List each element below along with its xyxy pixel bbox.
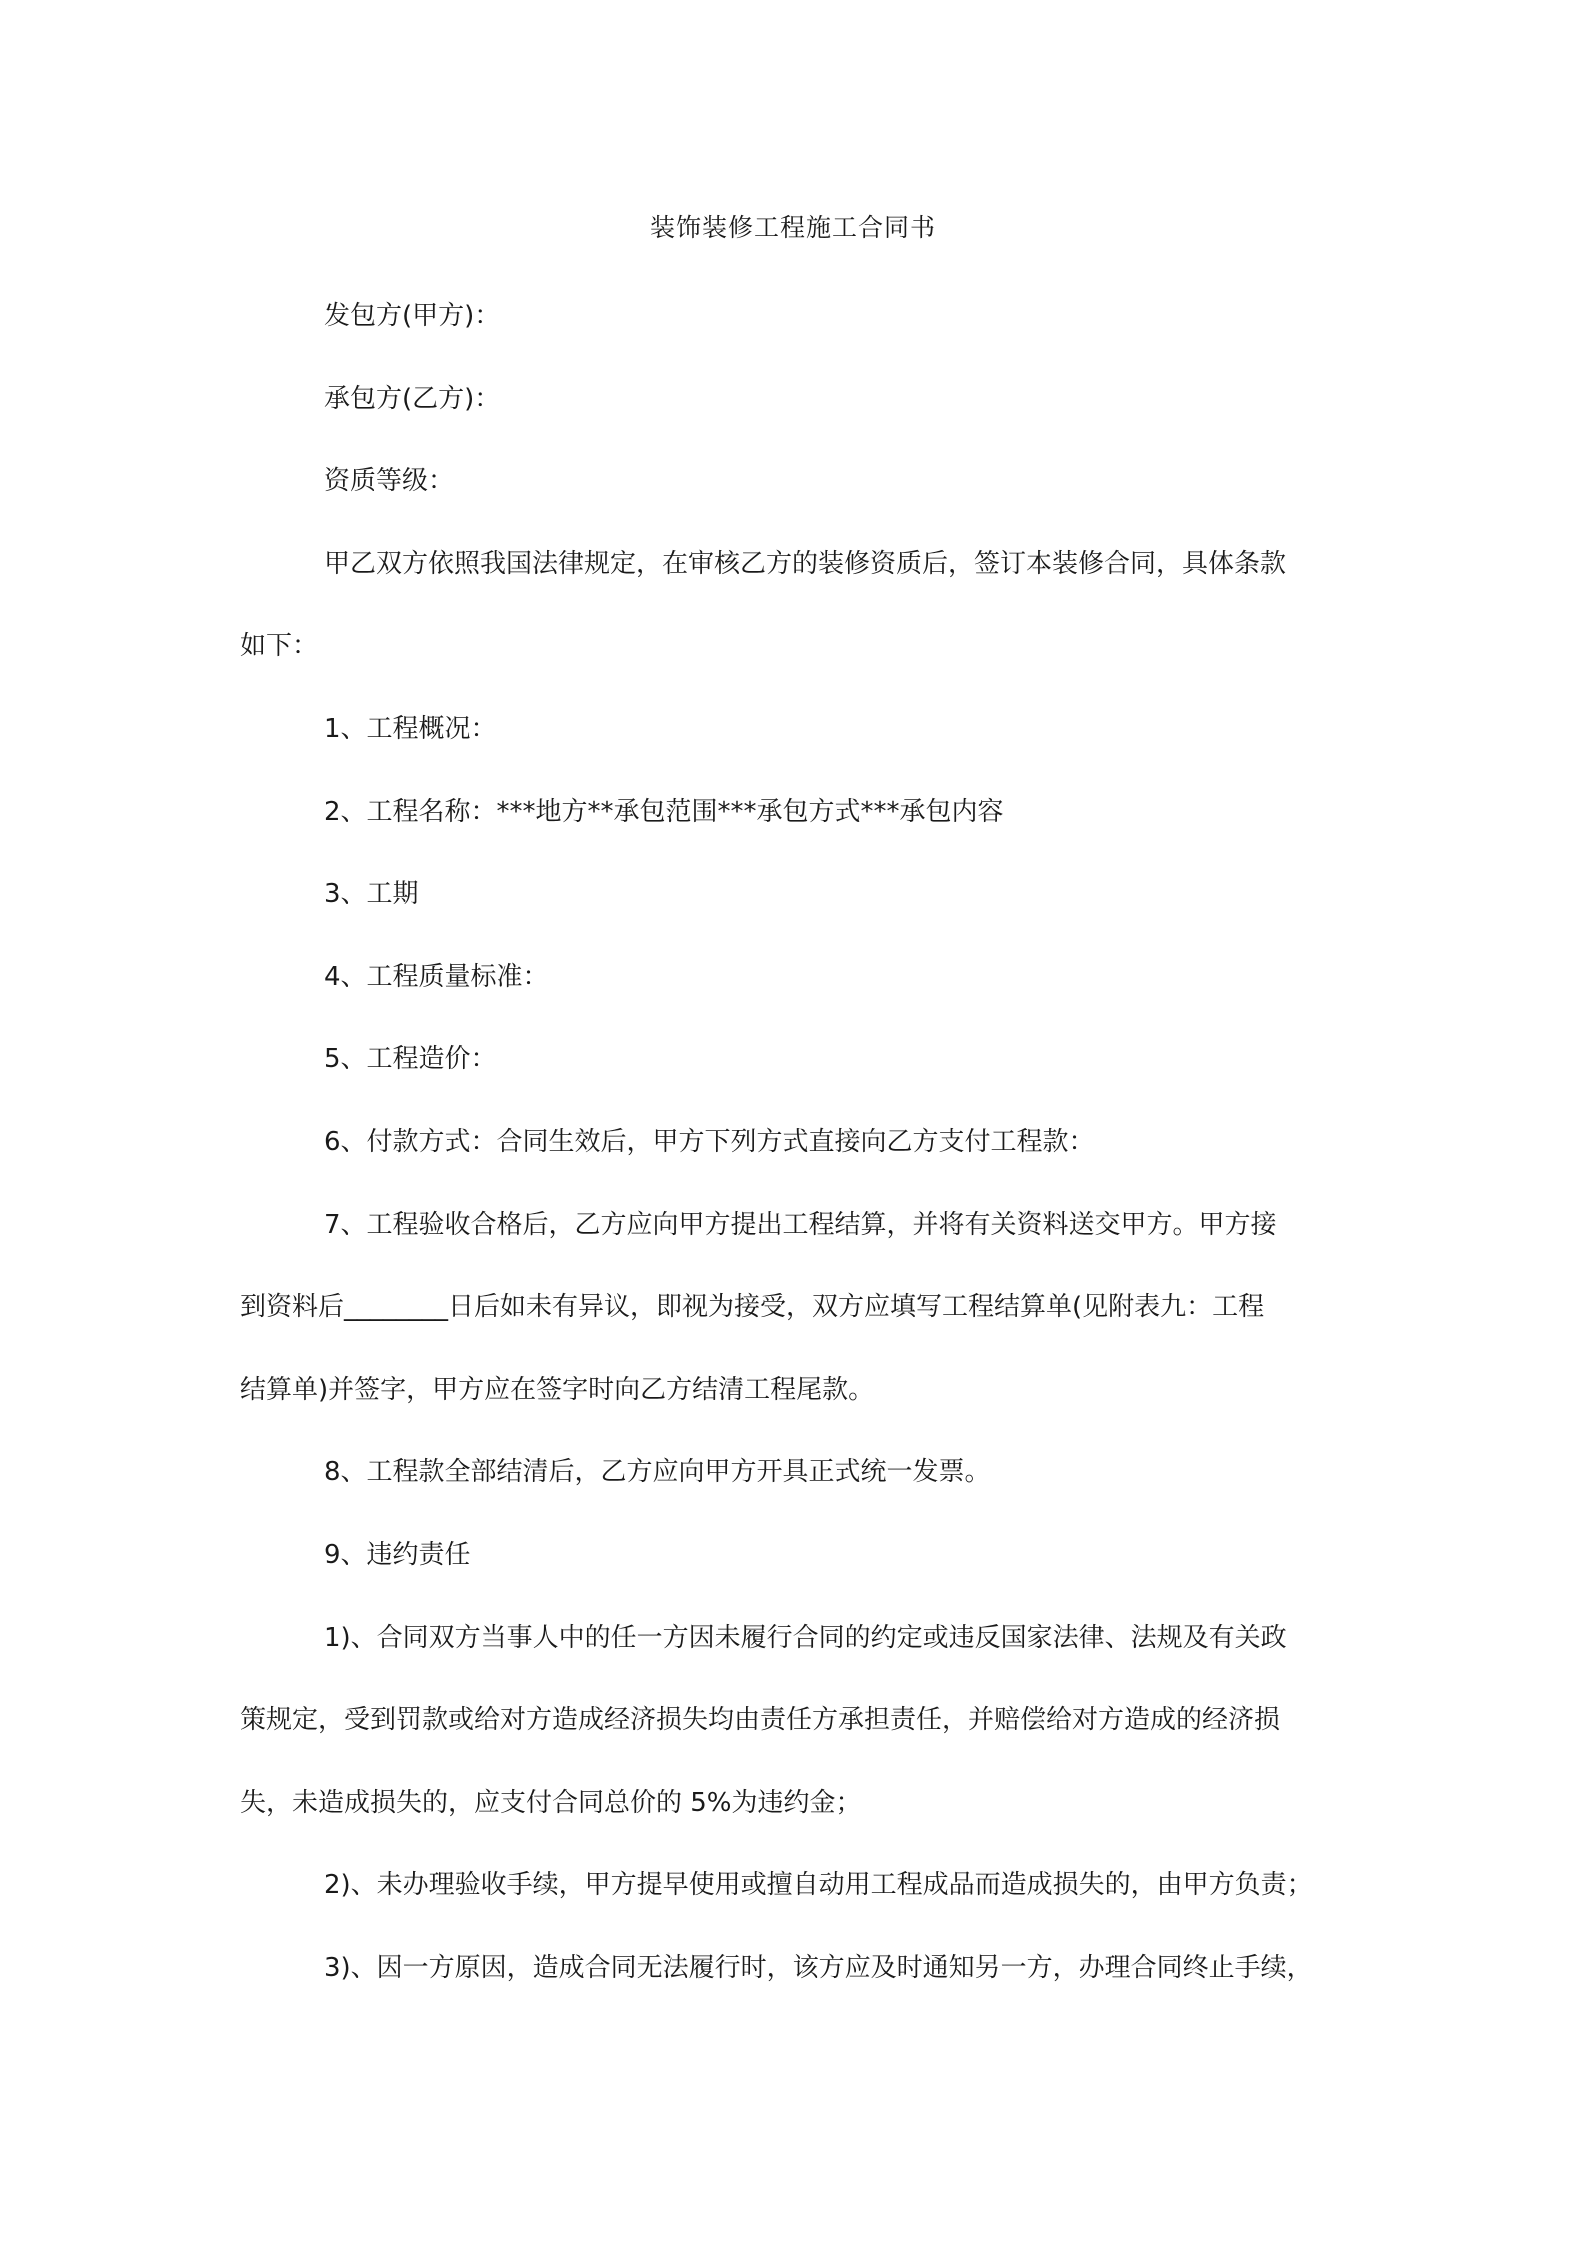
intro-line-1: 甲乙双方依照我国法律规定，在审核乙方的装修资质后，签订本装修合同，具体条款 [324,548,1287,579]
party-a-line: 发包方(甲方)： [324,301,501,331]
clause-3: 3、工期 [324,879,419,910]
intro-line-2: 如下： [240,631,319,662]
clause-7-line-3: 结算单)并签字，甲方应在签字时向乙方结清工程尾款。 [240,1374,875,1405]
sub-clause-2: 2)、未办理验收手续，甲方提早使用或擅自动用工程成品而造成损失的，由甲方负责； [324,1870,1313,1901]
clause-2: 2、工程名称：***地方**承包范围***承包方式***承包内容 [324,796,1004,827]
clause-6: 6、付款方式：合同生效后，甲方下列方式直接向乙方支付工程款： [324,1126,1095,1157]
qualification-line: 资质等级： [324,466,455,497]
sub-clause-1-line-1: 1)、合同双方当事人中的任一方因未履行合同的约定或违反国家法律、法规及有关政 [324,1622,1287,1653]
sub-clause-1-line-3: 失，未造成损失的，应支付合同总价的 5%为违约金； [240,1787,862,1818]
sub-clause-1-line-2: 策规定，受到罚款或给对方造成经济损失均由责任方承担责任，并赔偿给对方造成的经济损 [240,1705,1281,1736]
clause-7-line-2: 到资料后________日后如未有异议，即视为接受，双方应填写工程结算单(见附表九：工程 [240,1292,1265,1323]
document-title: 装饰装修工程施工合同书 [649,213,936,242]
party-b-line: 承包方(乙方)： [324,383,501,414]
clause-1: 1、工程概况： [324,713,497,744]
document-body [240,275,1354,2009]
clause-8: 8、工程款全部结清后，乙方应向甲方开具正式统一发票。 [324,1457,991,1488]
sub-clause-3: 3)、因一方原因，造成合同无法履行时，该方应及时通知另一方，办理合同终止手续， [324,1952,1313,1983]
clause-5: 5、工程造价： [324,1044,497,1075]
clause-7-line-1: 7、工程验收合格后，乙方应向甲方提出工程结算，并将有关资料送交甲方。甲方接 [324,1209,1277,1240]
clause-4: 4、工程质量标准： [324,961,549,992]
clause-9: 9、违约责任 [324,1539,471,1570]
